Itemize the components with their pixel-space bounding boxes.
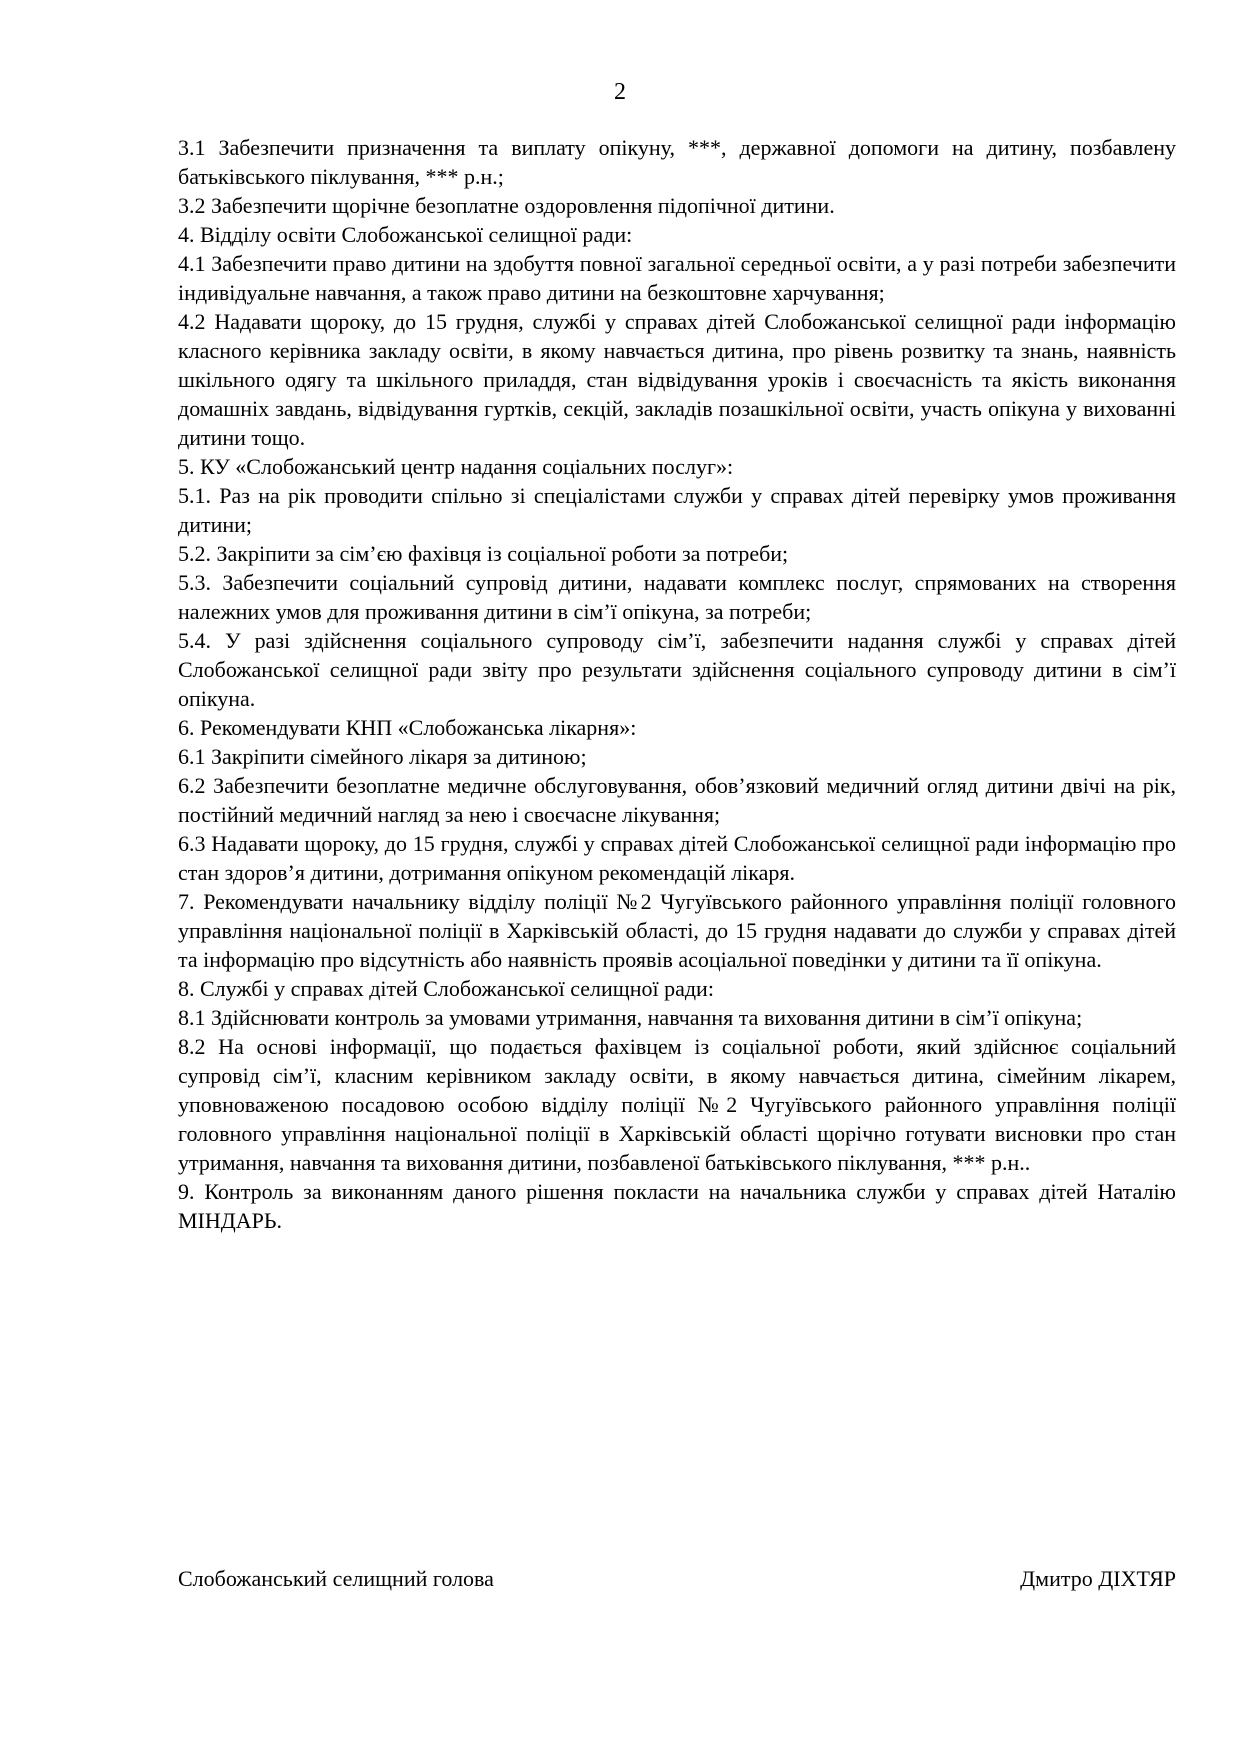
paragraph: 8.2 На основі інформації, що подається фахівцем із соціальної роботи, який здійснює соціальний супровід сім’ї, класним керівником закладу освіти, в якому навчається дитина, сімейним лікарем, уповноваженою посадовою особою відділу поліції №2 Чугуївського районного управління поліції головного управління національної поліції в Харківській області щорічно готувати висновки про стан утримання, навчання та виховання дитини, позбавленої батьківського піклування, *** р.н.. — [178, 1034, 1176, 1175]
paragraph: 9. Контроль за виконанням даного рішення покласти на начальника служби у справах дітей Наталію МІНДАРЬ. — [178, 1179, 1176, 1233]
paragraph: 5. КУ «Слобожанський центр надання соціальних послуг»: — [178, 454, 734, 479]
paragraph: 4.2 Надавати щороку, до 15 грудня, службі у справах дітей Слобожанської селищної ради інформацію класного керівника закладу освіти, в якому навчається дитина, про рівень розвитку та знань, наявність шкільного одягу та шкільного приладдя, стан відвідування уроків і своєчасність та якість виконання домашніх завдань, відвідування гуртків, секцій, закладів позашкільної освіти, участь опікуна у вихованні дитини тощо. — [178, 309, 1176, 450]
paragraph: 5.1. Раз на рік проводити спільно зі спеціалістами служби у справах дітей перевірку умов проживання дитини; — [178, 483, 1176, 537]
signature-block — [178, 1564, 1176, 1593]
paragraph: 5.2. Закріпити за сім’єю фахівця із соціальної роботи за потреби; — [178, 541, 789, 566]
paragraph: 3.2 Забезпечити щорічне безоплатне оздоровлення підопічної дитини. — [178, 193, 835, 218]
page-number: 2 — [614, 79, 626, 105]
paragraph: 8. Службі у справах дітей Слобожанської селищної ради: — [178, 976, 714, 1001]
paragraph: 4. Відділу освіти Слобожанської селищної ради: — [178, 222, 633, 247]
paragraph: 6. Рекомендувати КНП «Слобожанська лікарня»: — [178, 715, 637, 740]
paragraph: 8.1 Здійснювати контроль за умовами утримання, навчання та виховання дитини в сім’ї опікуна; — [178, 1005, 1083, 1030]
signatory-position: Слобожанський селищний голова — [178, 1566, 494, 1591]
paragraph: 5.4. У разі здійснення соціального супроводу сім’ї, забезпечити надання службі у справах дітей Слобожанської селищної ради звіту про результати здійснення соціального супроводу дитини в сім’ї опікуна. — [178, 628, 1176, 711]
paragraph: 5.3. Забезпечити соціальний супровід дитини, надавати комплекс послуг, спрямованих на створення належних умов для проживання дитини в сім’ї опікуна, за потреби; — [178, 570, 1176, 624]
document-body — [178, 133, 1176, 1235]
paragraph: 6.3 Надавати щороку, до 15 грудня, службі у справах дітей Слобожанської селищної ради інформацію про стан здоров’я дитини, дотримання опікуном рекомендацій лікаря. — [178, 831, 1176, 885]
signatory-name: Дмитро ДІХТЯР — [1020, 1566, 1176, 1591]
paragraph: 6.1 Закріпити сімейного лікаря за дитиною; — [178, 744, 587, 769]
paragraph: 3.1 Забезпечити призначення та виплату опікуну, ***, державної допомоги на дитину, позбавлену батьківського піклування, *** р.н.; — [178, 135, 1176, 189]
paragraph: 4.1 Забезпечити право дитини на здобуття повної загальної середньої освіти, а у разі потреби забезпечити індивідуальне навчання, а також право дитини на безкоштовне харчування; — [178, 251, 1176, 305]
paragraph: 7. Рекомендувати начальнику відділу поліції №2 Чугуївського районного управління поліції головного управління національної поліції в Харківській області, до 15 грудня надавати до служби у справах дітей та інформацію про відсутність або наявність проявів асоціальної поведінки у дитини та її опікуна. — [178, 889, 1176, 972]
paragraph: 6.2 Забезпечити безоплатне медичне обслуговування, обов’язковий медичний огляд дитини двічі на рік, постійний медичний нагляд за нею і своєчасне лікування; — [178, 773, 1176, 827]
